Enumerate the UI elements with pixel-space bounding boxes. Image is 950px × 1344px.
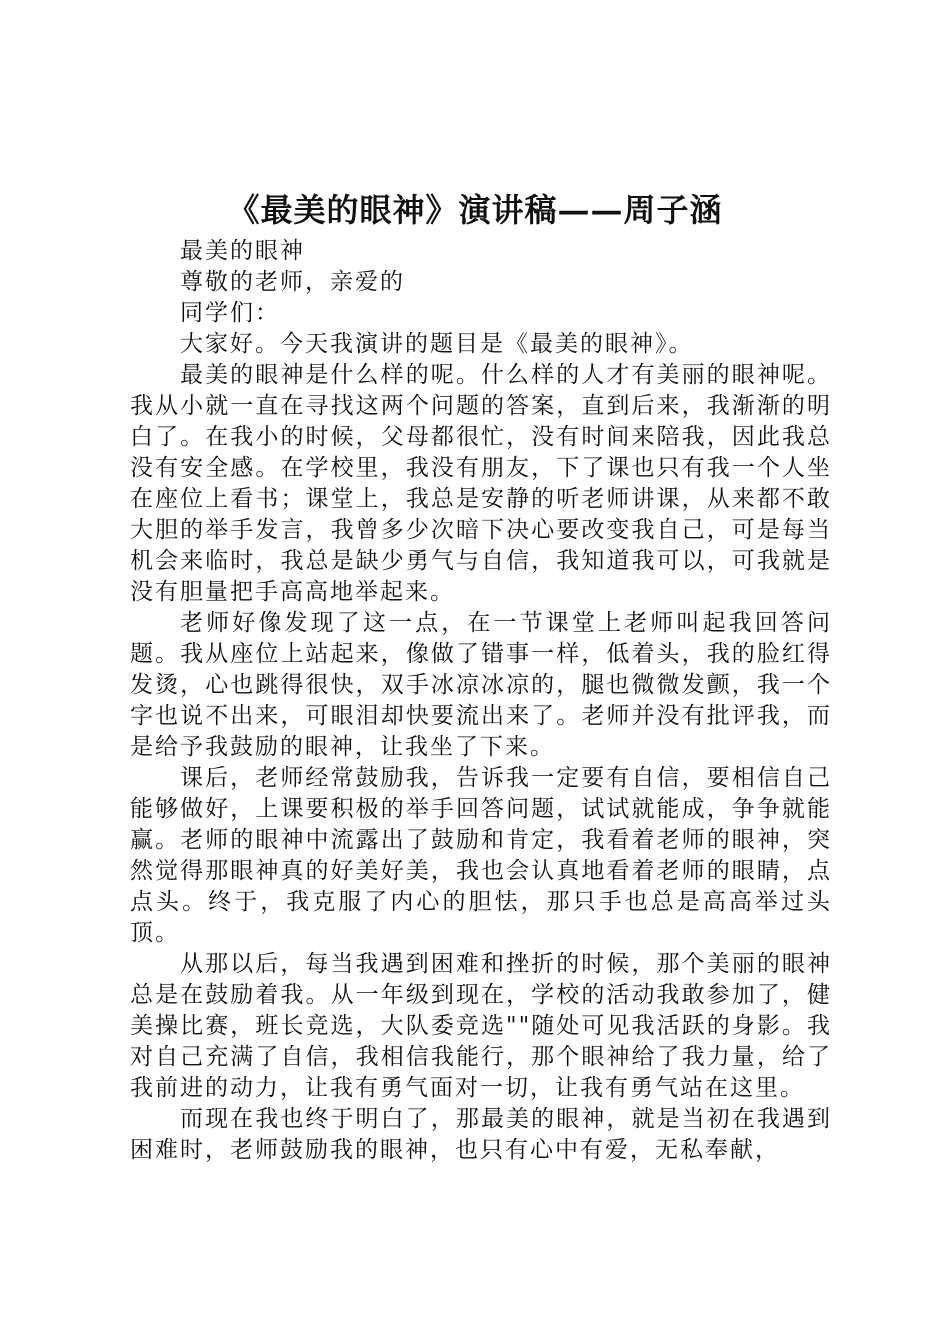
paragraph-greeting: [130, 329, 832, 360]
paragraph-text: 老师好像发现了这一点，在一节课堂上老师叫起我回答问题。我从座位上站起来，像做了错事一样，低着头，我的脸红得发烫，心也跳得很快，双手冰凉冰凉的，腿也微微发颤，我一个字也说不出来，可眼泪却快要流出来了。老师并没有批评我，而是给予我鼓励的眼神，让我坐了下来。: [130, 610, 832, 760]
paragraph-text: 尊敬的老师，亲爱的: [180, 269, 405, 295]
paragraph-text: 同学们：: [180, 300, 280, 326]
paragraph-2: [130, 608, 832, 763]
paragraph-text: 大家好。今天我演讲的题目是《最美的眼神》。: [180, 331, 694, 357]
paragraph-text: 课后，老师经常鼓励我，告诉我一定要有自信，要相信自己能够做好，上课要积极的举手回答问题，试试就能成，争争就能赢。老师的眼神中流露出了鼓励和肯定，我看着老师的眼神，突然觉得那眼神真的好美好美，我也会认真地看着老师的眼睛，点点头。终于，我克服了内心的胆怯，那只手也总是高高举过头顶。: [130, 765, 832, 946]
paragraph-heading: [130, 236, 832, 267]
paragraph-4: [130, 949, 832, 1104]
document-title: 《最美的眼神》演讲稿——周子涵: [227, 191, 723, 229]
paragraph-salutation: [130, 267, 832, 298]
paragraph-salutation-continued: [130, 298, 832, 329]
paragraph-3: [130, 763, 832, 949]
paragraph-text: 最美的眼神: [180, 238, 305, 264]
paragraph-text: 最美的眼神是什么样的呢。什么样的人才有美丽的眼神呢。我从小就一直在寻找这两个问题的答案，直到后来，我渐渐的明白了。在我小的时候，父母都很忙，没有时间来陪我，因此我总没有安全感。在学校里，我没有朋友，下了课也只有我一个人坐在座位上看书；课堂上，我总是安静的听老师讲课，从来都不敢大胆的举手发言，我曾多少次暗下决心要改变我自己，可是每当机会来临时，我总是缺少勇气与自信，我知道我可以，可我就是没有胆量把手高高地举起来。: [130, 362, 832, 605]
paragraph-text: 而现在我也终于明白了，那最美的眼神，就是当初在我遇到困难时，老师鼓励我的眼神，也只有心中有爱，无私奉献，: [130, 1106, 832, 1163]
paragraph-text: 从那以后，每当我遇到困难和挫折的时候，那个美丽的眼神总是在鼓励着我。从一年级到现在，学校的活动我敢参加了，健美操比赛，班长竞选，大队委竞选""随处可见我活跃的身影。我对自己充满了自信，我相信我能行，那个眼神给了我力量，给了我前进的动力，让我有勇气面对一切，让我有勇气站在这里。: [130, 951, 832, 1101]
paragraph-5: [130, 1104, 832, 1166]
paragraph-1: [130, 360, 832, 608]
document-body: [130, 236, 832, 1166]
